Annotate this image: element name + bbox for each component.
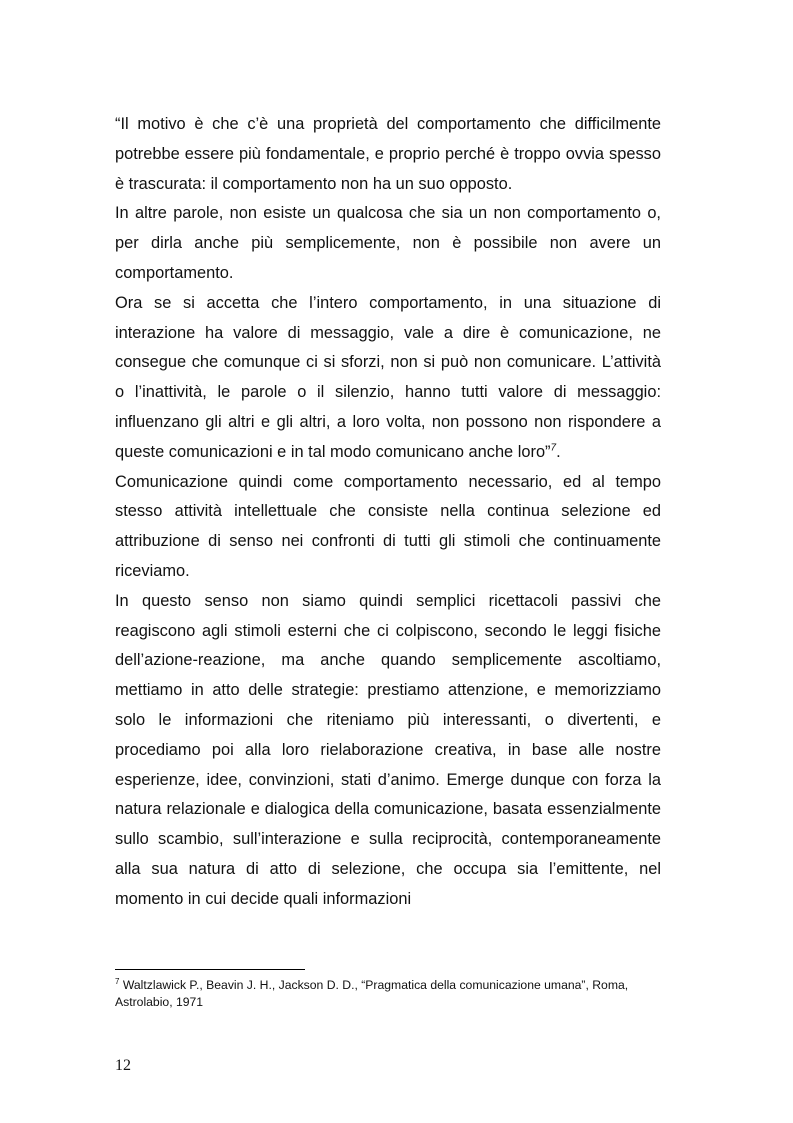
footnote-reference-tail: . [556,442,561,461]
paragraph-3-text: Ora se si accetta che l’intero comportamento, in una situazione di interazione ha valore di messaggio, vale a dire è comunicazione, ne consegue che comunque ci si sforzi, non si può non comunicare. L’attività o l’inattività, le parole o il silenzio, hanno tutti valore di messaggio: influenzano gli altri e gli altri, a loro volta, non possono non rispondere a queste comunicazioni e in tal modo comunicano anche loro” [115,293,661,461]
paragraph-5: In questo senso non siamo quindi semplici ricettacoli passivi che reagiscono agli stimoli esterni che ci colpiscono, secondo le leggi fisiche dell’azione-reazione, ma anche quando semplicemente ascoltiamo, mettiamo in atto delle strategie: prestiamo attenzione, e memorizziamo solo le informazioni che riteniamo più interessanti, o divertenti, e procediamo poi alla loro rielaborazione creativa, in base alle nostre esperienze, idee, convinzioni, stati d’animo. Emerge dunque con forza la natura relazionale e dialogica della comunicazione, basata essenzialmente sullo scambio, sull’interazione e sulla reciprocità, contemporaneamente alla sua natura di atto di selezione, che occupa sia l’emittente, nel momento in cui decide quali informazioni [115,591,661,908]
paragraph-3 [115,289,661,468]
footnote-divider [115,969,305,970]
paragraph-2: In altre parole, non esiste un qualcosa che sia un non comportamento o, per dirla anche più semplicemente, non è possibile non avere un comportamento. [115,204,661,282]
page-number: 12 [115,1057,131,1074]
paragraph-1: “Il motivo è che c’è una proprietà del comportamento che difficilmente potrebbe essere più fondamentale, e proprio perché è troppo ovvia spesso è trascurata: il comportamento non ha un suo opposto. [115,115,661,193]
paragraph-4: Comunicazione quindi come comportamento necessario, ed al tempo stesso attività intellettuale che consiste nella continua selezione ed attribuzione di senso nei confronti di tutti gli stimoli che continuamente riceviamo. [115,472,661,580]
footnote [115,977,661,1011]
body-text [115,110,661,915]
footnote-reference[interactable]: 7 [550,442,557,454]
footnote-number: 7 [115,976,120,986]
footnote-text: Waltzlawick P., Beavin J. H., Jackson D. D., “Pragmatica della comunicazione umana”, Roma, Astrolabio, 1971 [115,978,629,1009]
